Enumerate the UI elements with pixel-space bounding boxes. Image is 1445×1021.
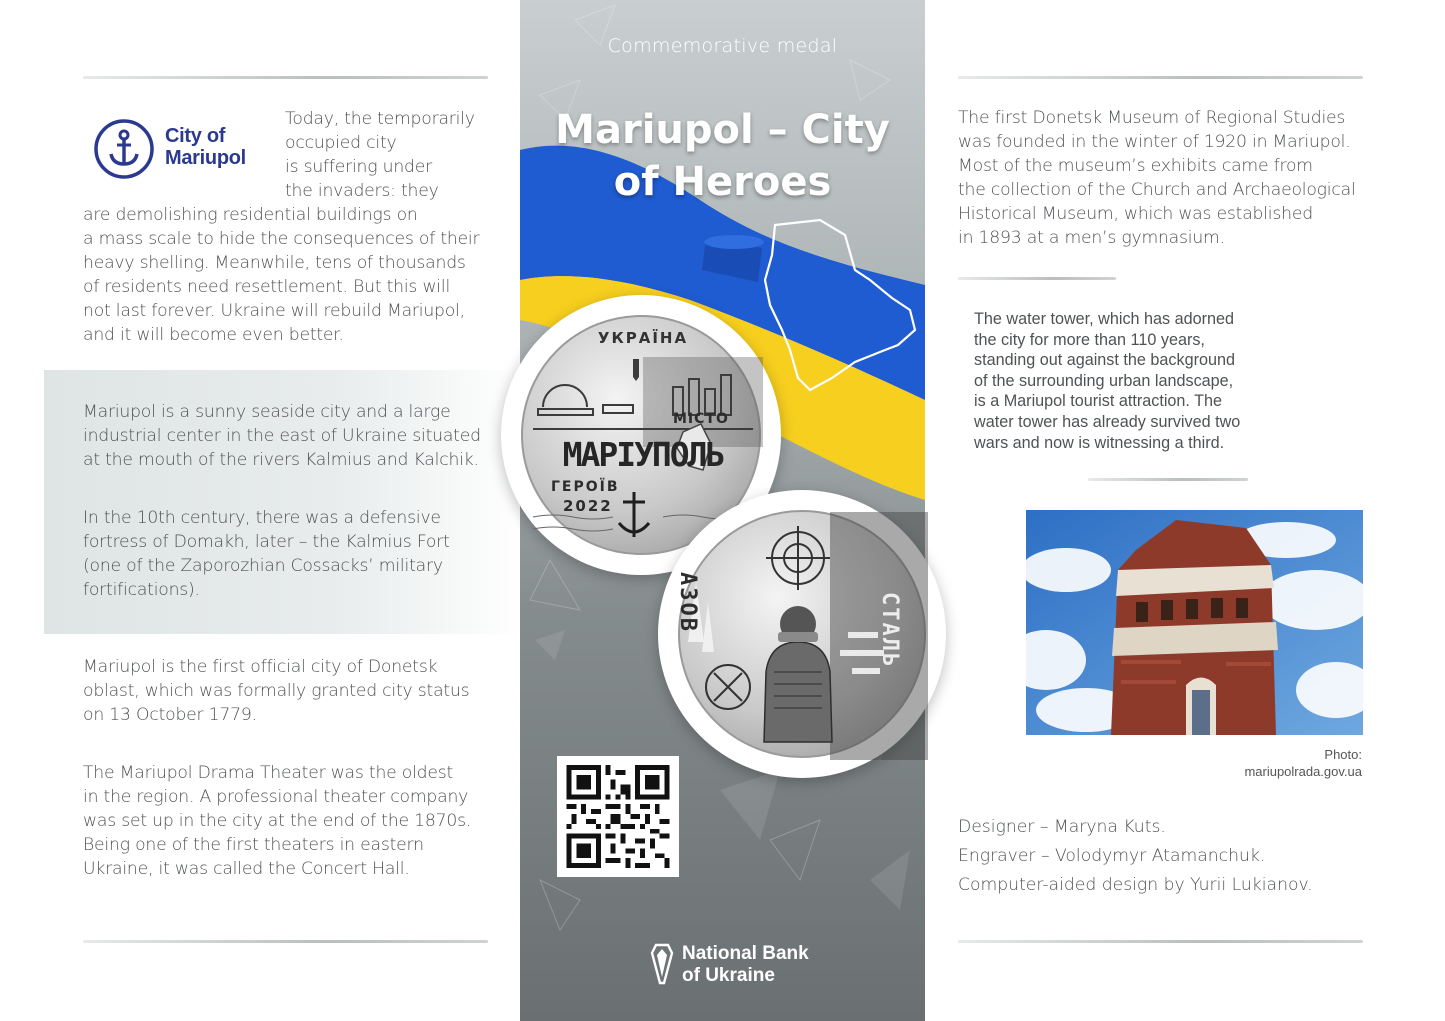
coin-reverse — [658, 490, 946, 778]
intro-paragraph: Today, the temporarily occupied city is suffering under the invaders: they are demolishing residential buildings on a mass scale to hide the consequences of their heavy shelling. Meanwhile, tens of thousands of residents need resettlement. But this will not last forever. Ukraine will rebuild Mariupol, and it will become even better. — [83, 109, 480, 345]
water-tower-paragraph: The water tower, which has adorned the city for more than 110 years, standing out against the background of the surrounding urban landscape, is a Mariupol tourist attraction. The water tower has already survived two wars and now is witnessing a third. — [974, 310, 1241, 452]
qr-code[interactable] — [557, 756, 679, 877]
nbu-text: National Bank of Ukraine — [682, 943, 809, 986]
photo-credit: Photo: mariupolrada.gov.ua — [1244, 747, 1362, 779]
coin-right-word: СТАЛЬ — [877, 592, 902, 669]
right-bottom-rule — [958, 940, 1363, 943]
design-credits — [958, 813, 1378, 900]
qr-pattern — [566, 765, 670, 868]
medal-title: Mariupol – City of Heroes — [555, 107, 890, 205]
right-small-rule — [1088, 478, 1248, 481]
designer-credit: Designer – Maryna Kuts. — [958, 817, 1166, 837]
coin-heroes: ГЕРОЇВ — [551, 479, 620, 495]
left-bottom-rule — [83, 940, 488, 943]
right-top-rule — [958, 76, 1363, 79]
nbu-emblem-icon — [650, 943, 674, 985]
city-status-paragraph: Mariupol is the first official city of Donetsk oblast, which was formally granted city status on 13 October 1779. — [83, 657, 470, 725]
national-bank-logo — [648, 941, 848, 987]
coin-city-name: МАРІУПОЛЬ — [562, 435, 724, 474]
coin-country: УКРАЇНА — [597, 329, 689, 347]
logo-text: City of Mariupol — [165, 125, 246, 169]
left-top-rule — [83, 76, 488, 79]
coin-city-word: МІСТО — [673, 411, 729, 427]
water-tower-photo — [1026, 510, 1363, 735]
coin-left-word: АЗОВ — [675, 572, 700, 633]
domakh-paragraph: In the 10th century, there was a defensive fortress of Domakh, later – the Kalmius Fort (one of the Zaporozhian Cossacks’ military fortifications). — [83, 508, 450, 600]
medal-subtitle: Commemorative medal — [607, 35, 838, 57]
seaside-city-paragraph: Mariupol is a sunny seaside city and a large industrial center in the east of Ukraine situated at the mouth of the rivers Kalmius and Kalchik. — [83, 402, 481, 470]
drama-theater-paragraph: The Mariupol Drama Theater was the oldest in the region. A professional theater company was set up in the city at the end of the 1870s. Being one of the first theaters in eastern Ukraine, it was called the Concert Hall. — [83, 763, 472, 879]
museum-paragraph: The first Donetsk Museum of Regional Studies was founded in the winter of 1920 in Mariupol. Most of the museum’s exhibits came from the collection of the Church and Archaeological Historical Museum, which was established in 1893 at a men’s gymnasium. — [958, 108, 1356, 248]
coin-reverse-face — [675, 510, 926, 758]
cad-credit: Computer-aided design by Yurii Lukianov. — [958, 875, 1313, 895]
water-tower-illustration — [1026, 510, 1363, 735]
engraver-credit: Engraver – Volodymyr Atamanchuk. — [958, 846, 1266, 866]
right-mid-rule — [958, 277, 1116, 280]
coin-year: 2022 — [563, 497, 613, 515]
